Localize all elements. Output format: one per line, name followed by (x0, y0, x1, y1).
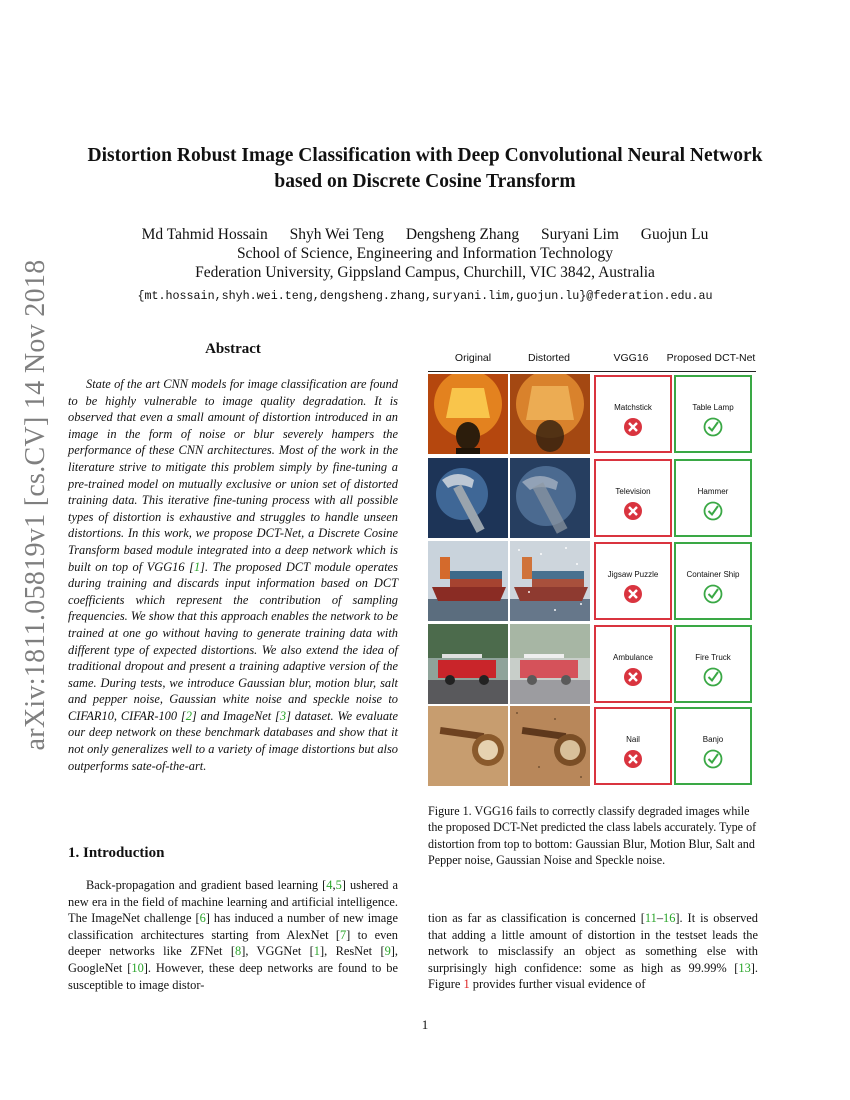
dct-net-label: Table Lamp (692, 403, 734, 412)
checkmark-icon (703, 749, 723, 769)
dct-net-prediction-box (674, 625, 752, 703)
body-text: – (656, 911, 664, 925)
citation-link[interactable]: 11 (644, 911, 657, 925)
header-rule (428, 371, 756, 372)
citation-link[interactable]: 10 (131, 960, 144, 975)
body-text: ], GoogleNet [ (68, 944, 399, 975)
citation-link[interactable]: 16 (663, 911, 676, 925)
column-header-original: Original (454, 352, 492, 364)
distorted-image-lamp (510, 374, 590, 454)
body-text: ] ushered a new era in the field of machine learning and artificial intelligence. The ImageNet challenge [ (68, 878, 398, 926)
vgg16-label: Television (615, 487, 651, 496)
citation-link[interactable]: 5 (335, 878, 342, 892)
vgg16-label: Matchstick (614, 403, 652, 412)
citation-link[interactable]: 4 (326, 878, 333, 892)
abstract-text: ] and ImageNet [ (191, 708, 280, 723)
body-text: ]. Figure (428, 960, 758, 992)
body-text: ]. It is observed that adding a little amount of distortion in the testset leads the network to misclassify an object as something else with surprisingly high confidence: some as high as 99.99% [ (428, 911, 758, 975)
vgg16-prediction-box (594, 375, 672, 453)
author-name: Dengsheng Zhang (405, 226, 520, 243)
affiliation-line-2: Federation University, Gippsland Campus, Churchill, VIC 3842, Australia (195, 264, 655, 281)
body-text: provides further visual evidence of (469, 977, 646, 992)
body-text: ]. However, these deep networks are found to be susceptible to image distor- (68, 960, 398, 992)
author-name: Shyh Wei Teng (289, 226, 384, 243)
original-image-ship (428, 541, 508, 621)
author-name: Suryani Lim (540, 226, 619, 243)
original-image-lamp (428, 374, 508, 454)
dct-net-prediction-box (674, 459, 752, 537)
dct-net-prediction-box (674, 707, 752, 785)
body-text: Back-propagation and gradient based learning [ (86, 878, 327, 892)
figure-1-caption: Figure 1. VGG16 fails to correctly classify degraded images while the proposed DCT-Net predicted the class labels accurately. Type of distortion from top to bottom: Gaussian Blur, Motion Blur, Salt and Pepper noise, Gaussian Noise and Speckle noise. (428, 804, 757, 868)
dct-net-label: Banjo (702, 735, 724, 744)
dct-net-label: Fire Truck (695, 653, 731, 662)
dct-net-prediction-box (674, 542, 752, 620)
abstract-text: ]. The proposed DCT module operates during training and discards input information based on DCT coefficients which represent the contribution of sampling frequencies. We show that this approach enables the network to be trained at one go without having to generate training data with different type of expected distortions. We also extend the idea of traditional dropout and present a training adaptive version of the same. During tests, we introduce Gaussian blur, motion blur, salt and pepper noise, Gaussian white noise and speckle noise to CIFAR10, CIFAR-100 [ (68, 559, 399, 723)
body-text: , (332, 878, 336, 892)
cross-icon (623, 501, 643, 521)
body-text: ] has induced a number of new image classification architectures starting from AlexNet [ (68, 911, 398, 942)
citation-link[interactable]: 8 (234, 944, 242, 959)
citation-link[interactable]: 3 (279, 708, 287, 723)
citation-link[interactable]: 6 (199, 911, 206, 926)
dct-net-label: Hammer (697, 487, 729, 496)
author-name: Guojun Lu (640, 226, 709, 243)
author-list (60, 226, 790, 244)
cross-icon (623, 667, 643, 687)
original-image-fire-truck (428, 624, 508, 704)
author-name: Md Tahmid Hossain (141, 226, 268, 243)
figure-1 (428, 352, 756, 788)
distorted-image-banjo (510, 706, 590, 786)
body-text: ], ResNet [ (320, 944, 385, 959)
intro-paragraph-left (68, 877, 398, 993)
arxiv-stamp-text: arXiv:1811.05819v1 [cs.CV] 14 Nov 2018 (20, 259, 51, 751)
checkmark-icon (703, 417, 723, 437)
column-header-vgg16: VGG16 (613, 352, 649, 364)
dct-net-prediction-box (674, 375, 752, 453)
checkmark-icon (703, 584, 723, 604)
abstract-text: ] dataset. We evaluate our deep network on these benchmark databases and show that it not only generalizes well to a variety of image distortions but also outperforms sate-of-the-art. (68, 708, 398, 773)
affiliation-line-1: School of Science, Engineering and Information Technology (236, 245, 614, 262)
original-image-banjo (428, 706, 508, 786)
vgg16-label: Ambulance (612, 653, 654, 662)
vgg16-prediction-box (594, 542, 672, 620)
citation-link[interactable]: 9 (384, 944, 391, 959)
distorted-image-fire-truck (510, 624, 590, 704)
dct-net-label: Container Ship (686, 570, 740, 579)
distorted-image-ship (510, 541, 590, 621)
citation-link[interactable]: 1 (193, 559, 201, 574)
vgg16-prediction-box (594, 707, 672, 785)
abstract-heading: Abstract (205, 341, 261, 357)
citation-link[interactable]: 7 (339, 927, 347, 942)
abstract-text: State of the art CNN models for image classification are found to be highly vulnerable to image quality degradation. It is observed that even a small amount of distortion introduced in an image in the form of noise or blur severely hampers the performance of these CNN architectures. Most of the work in the literature strive to mitigate this problem simply by fine-tuning a pre-trained model on mutually exclusive or union set of distorted training data. This iterative fine-tuning process with all possible types of distortion is exhaustive and struggles to handle unseen distortions. In this work, we propose DCT-Net, a Discrete Cosine Transform based module integrated into a deep network which is built on top of VGG16 [ (68, 377, 398, 574)
vgg16-label: Jigsaw Puzzle (607, 570, 659, 579)
author-emails: {mt.hossain,shyh.wei.teng,dengsheng.zhang,suryani.lim,guojun.lu}@federation.edu.au (137, 289, 713, 303)
cross-icon (623, 417, 643, 437)
intro-heading: 1. Introduction (68, 845, 165, 861)
column-header-distorted: Distorted (527, 352, 570, 364)
intro-paragraph-right (428, 910, 758, 993)
vgg16-prediction-box (594, 625, 672, 703)
title-line-2: based on Discrete Cosine Transform (274, 171, 576, 192)
vgg16-label: Nail (626, 735, 640, 744)
paper-title (40, 143, 810, 195)
abstract-body (68, 376, 398, 774)
citation-link[interactable]: 2 (185, 708, 192, 723)
body-text: ] to even deeper networks like ZFNet [ (68, 927, 398, 959)
page-number: 1 (421, 1017, 429, 1032)
body-text: tion as far as classification is concerned [ (428, 911, 645, 925)
distorted-image-hammer (510, 458, 590, 538)
cross-icon (623, 584, 643, 604)
citation-link[interactable]: 13 (738, 960, 751, 975)
column-header-dct-net: Proposed DCT-Net (666, 352, 756, 364)
figure-link[interactable]: 1 (463, 977, 470, 992)
body-text: ], VGGNet [ (241, 944, 314, 959)
original-image-hammer (428, 458, 508, 538)
cross-icon (623, 749, 643, 769)
checkmark-icon (703, 667, 723, 687)
vgg16-prediction-box (594, 459, 672, 537)
title-line-1: Distortion Robust Image Classification with Deep Convolutional Neural Network (87, 145, 763, 166)
citation-link[interactable]: 1 (313, 944, 320, 959)
checkmark-icon (703, 501, 723, 521)
